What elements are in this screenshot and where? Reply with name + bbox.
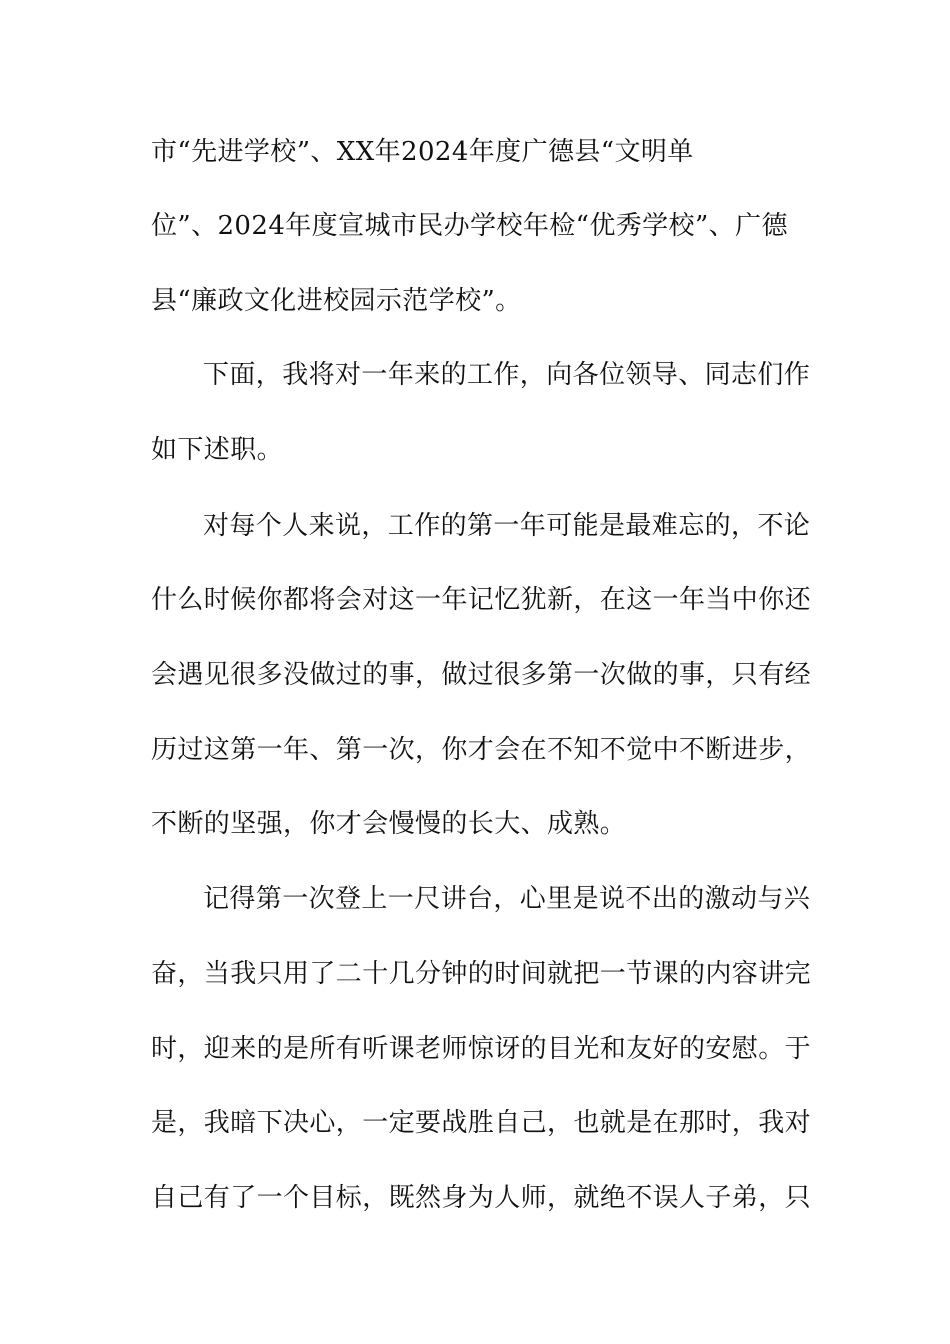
text-line: 不断的坚强，你才会慢慢的长大、成熟。 <box>151 809 627 839</box>
text-line: 位”、2024年度宣城市民办学校年检“优秀学校”、广德 <box>151 211 788 241</box>
text-line: 历过这第一年、第一次，你才会在不知不觉中不断进步， <box>151 735 812 765</box>
text-line: 会遇见很多没做过的事，做过很多第一次做的事，只有经 <box>151 660 812 690</box>
paragraph-first-line: 记得第一次登上一尺讲台，心里是说不出的激动与兴 <box>203 884 811 914</box>
paragraph-first-line: 下面，我将对一年来的工作，向各位领导、同志们作 <box>203 360 811 390</box>
text-line: 时，迎来的是所有听课老师惊讶的目光和友好的安慰。于 <box>151 1034 812 1064</box>
text-line: 什么时候你都将会对这一年记忆犹新，在这一年当中你还 <box>151 585 812 615</box>
text-line: 县“廉政文化进校园示范学校”。 <box>151 286 522 316</box>
text-line: 自己有了一个目标，既然身为人师，就绝不误人子弟，只 <box>151 1183 812 1213</box>
paragraph-first-line: 对每个人来说，工作的第一年可能是最难忘的，不论 <box>203 511 811 541</box>
text-line: 奋，当我只用了二十几分钟的时间就把一节课的内容讲完 <box>151 959 812 989</box>
text-line: 市“先进学校”、XX年2024年度广德县“文明单 <box>151 137 694 167</box>
text-line: 是，我暗下决心，一定要战胜自己，也就是在那时，我对 <box>151 1108 812 1138</box>
text-line: 如下述职。 <box>151 435 284 465</box>
